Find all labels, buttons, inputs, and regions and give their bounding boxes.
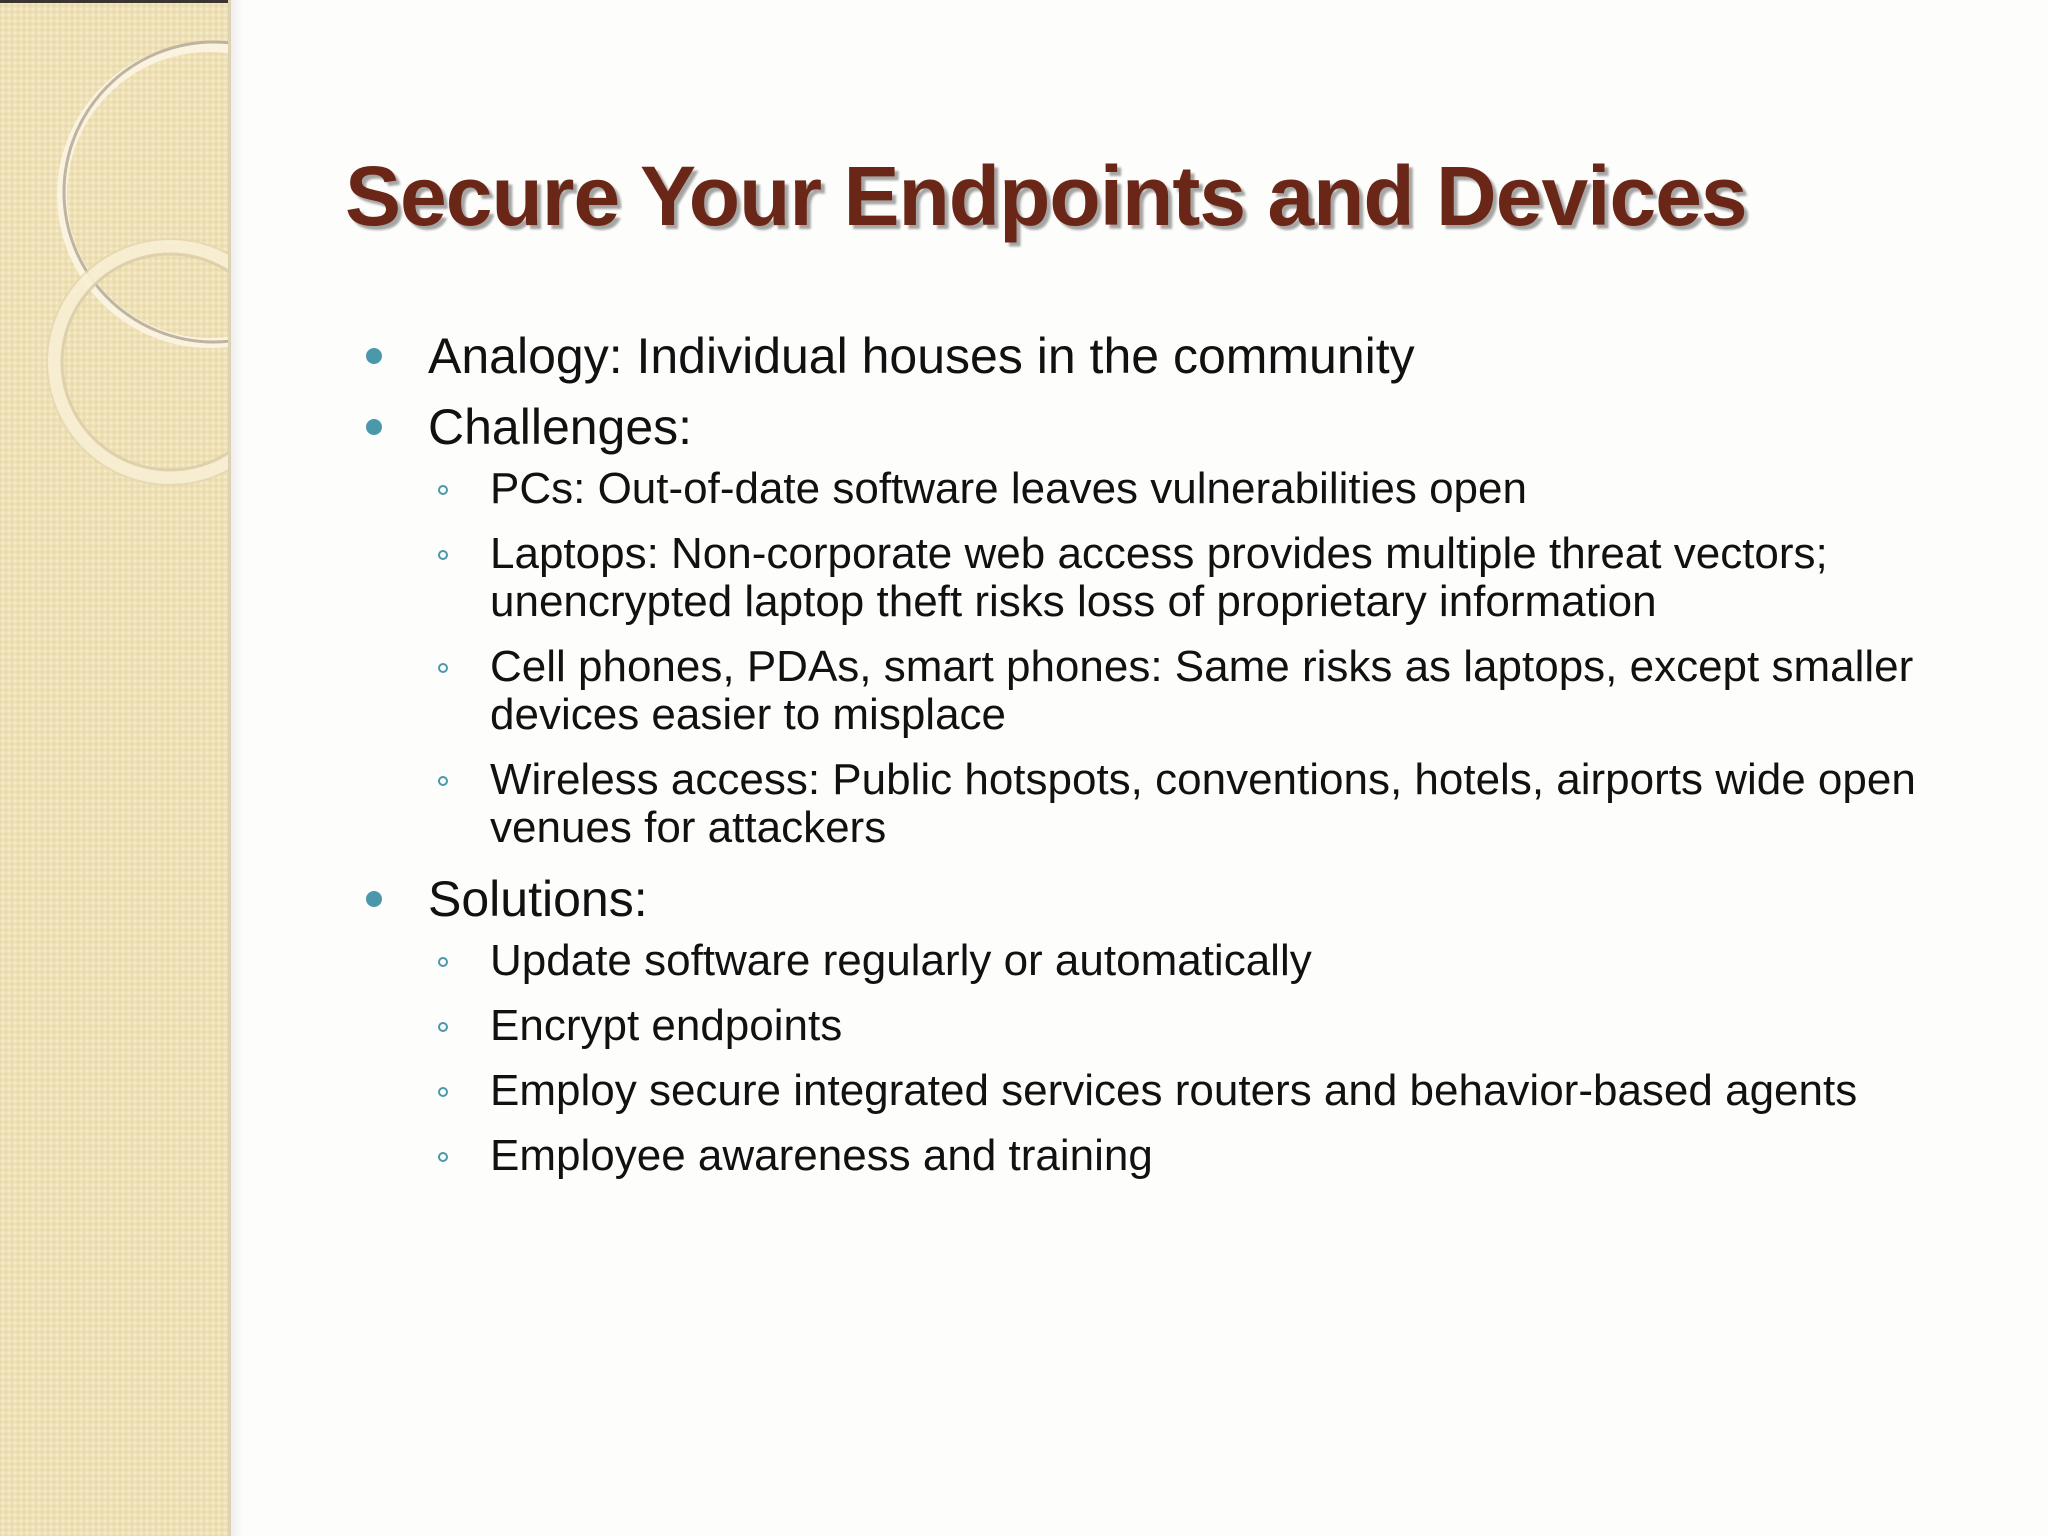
sub-bullet-wireless	[360, 756, 2010, 852]
sub-bullet-ring-icon	[438, 485, 448, 495]
decorative-rings-graphic	[0, 0, 230, 520]
sub-bullet-text: Encrypt endpoints	[490, 1001, 843, 1050]
sub-bullet-update-software	[360, 937, 2010, 985]
sub-bullet-text: Update software regularly or automatically	[490, 936, 1312, 985]
sub-bullet-encrypt	[360, 1002, 2010, 1050]
bullet-dot-icon	[366, 419, 382, 435]
sub-bullet-text: Employ secure integrated services routers and behavior-based agents	[490, 1066, 1858, 1115]
sub-bullet-ring-icon	[438, 957, 448, 967]
sub-bullet-text: Cell phones, PDAs, smart phones: Same risks as laptops, except smaller devices easier to misplace	[490, 642, 1914, 739]
sub-bullet-text: PCs: Out-of-date software leaves vulnerabilities open	[490, 464, 1527, 513]
sub-bullet-ring-icon	[438, 1087, 448, 1097]
sub-bullet-routers	[360, 1067, 2010, 1115]
sub-bullet-ring-icon	[438, 1022, 448, 1032]
bullet-text: Analogy: Individual houses in the community	[428, 328, 1415, 384]
slide-title: Secure Your Endpoints and Devices	[345, 149, 1747, 243]
slide-body	[360, 326, 2010, 1197]
challenges-list	[360, 465, 2010, 852]
solutions-list	[360, 937, 2010, 1180]
bullet-dot-icon	[366, 348, 382, 364]
sub-bullet-laptops	[360, 530, 2010, 626]
sub-bullet-text: Laptops: Non-corporate web access provides multiple threat vectors; unencrypted laptop theft risks loss of proprietary information	[490, 529, 1828, 626]
bullet-text: Solutions:	[428, 871, 648, 927]
sub-bullet-pcs	[360, 465, 2010, 513]
side-panel-shadow	[231, 0, 243, 1536]
sub-bullet-ring-icon	[438, 550, 448, 560]
sub-bullet-ring-icon	[438, 663, 448, 673]
sub-bullet-ring-icon	[438, 776, 448, 786]
sub-bullet-cell-phones	[360, 643, 2010, 739]
sub-bullet-text: Employee awareness and training	[490, 1131, 1153, 1180]
bullet-text: Challenges:	[428, 399, 693, 455]
bullet-solutions	[360, 869, 2010, 929]
bullet-challenges	[360, 397, 2010, 457]
decorative-side-panel	[0, 0, 230, 1536]
sub-bullet-text: Wireless access: Public hotspots, conventions, hotels, airports wide open venues for attackers	[490, 755, 1916, 852]
bullet-dot-icon	[366, 891, 382, 907]
bullet-analogy	[360, 326, 2010, 386]
sub-bullet-training	[360, 1132, 2010, 1180]
sub-bullet-ring-icon	[438, 1152, 448, 1162]
